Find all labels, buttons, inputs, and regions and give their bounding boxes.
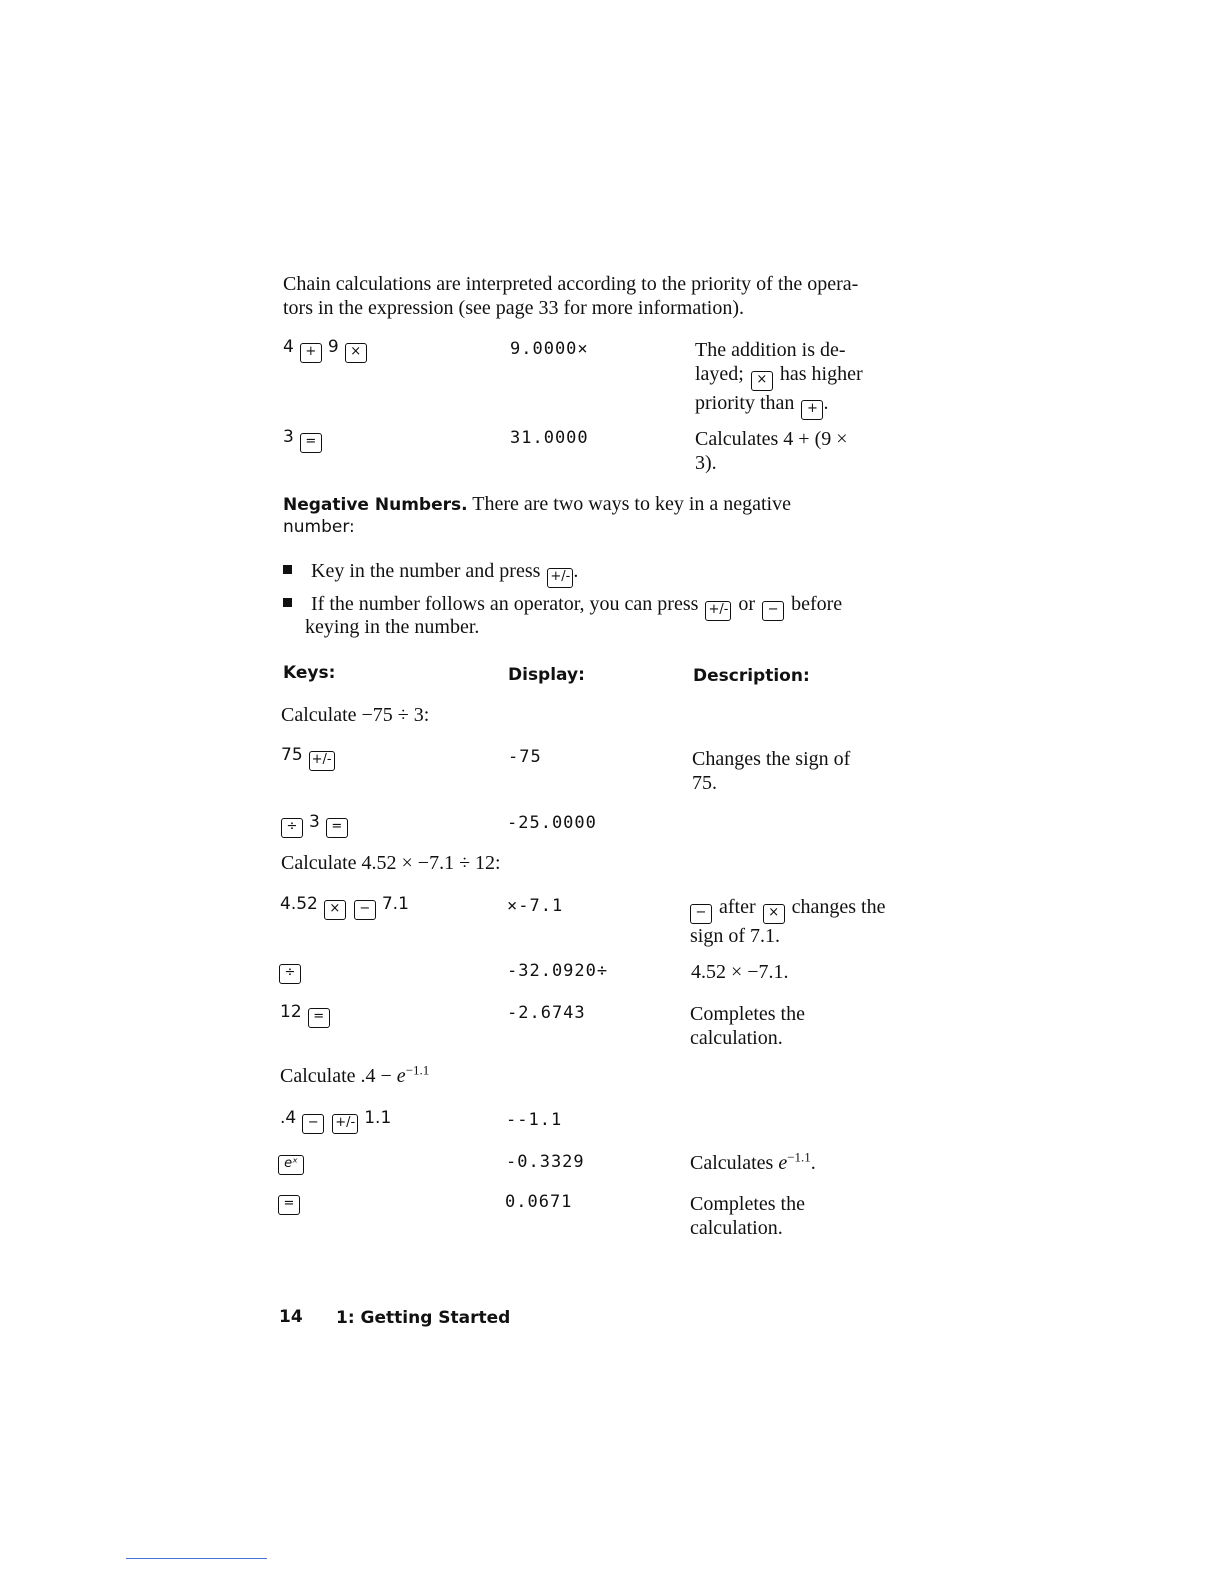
display-value: 31.0000 [510, 428, 589, 448]
example-3-title [280, 1064, 429, 1088]
description-text: after [719, 896, 756, 918]
minus-key: − [762, 601, 784, 621]
description-line [695, 362, 895, 391]
minus-key: − [690, 904, 712, 924]
display-value: -25.0000 [507, 813, 597, 833]
column-header-display: Display: [508, 665, 585, 685]
e-to-x-key: eˣ [278, 1155, 304, 1175]
example-3-row-2-keys [278, 1151, 306, 1175]
description-text: . [823, 392, 829, 414]
example-1-row-1-description [692, 747, 892, 795]
bullet-text: . [573, 560, 579, 582]
example-1-title: Calculate −75 ÷ 3: [281, 704, 430, 726]
section-text: There are two ways to key in a negative [472, 493, 791, 515]
description-line [690, 895, 905, 924]
display-value: 9.0000× [510, 339, 589, 359]
example-3-row-3-description [690, 1192, 890, 1240]
bullet-text: before [791, 593, 843, 615]
minus-key: − [302, 1114, 324, 1134]
example-2-row-2-description: 4.52 × −7.1. [691, 961, 789, 983]
key-digit: 12 [280, 1002, 302, 1022]
description-line: Calculates 4 + (9 × [695, 428, 848, 450]
example-3-row-3-keys [278, 1191, 302, 1215]
change-sign-key: +/- [547, 568, 573, 588]
description-line: Changes the sign of [692, 748, 851, 770]
exponent: −1.1 [787, 1149, 811, 1165]
plus-key: + [300, 343, 322, 363]
display-value: -2.6743 [507, 1003, 586, 1023]
description-text: changes the [791, 896, 886, 918]
negative-numbers-paragraph [283, 492, 791, 517]
multiply-key: × [751, 371, 773, 391]
description-line: Completes the [690, 1193, 805, 1215]
example-3-row-2-description [690, 1151, 816, 1175]
key-digit: 7.1 [381, 894, 409, 914]
section-heading: Negative Numbers. [283, 495, 468, 515]
bottom-rule [126, 1558, 267, 1559]
example-1-row-1-keys [281, 745, 337, 771]
display-value: -75 [508, 747, 542, 767]
chain-row-2-description [695, 427, 895, 475]
column-header-keys: Keys: [283, 663, 336, 683]
key-digit: 3 [283, 427, 294, 447]
multiply-key: × [324, 900, 346, 920]
change-sign-key: +/- [332, 1114, 358, 1134]
section-text-line-2: number: [283, 517, 355, 537]
example-2-row-1-keys [280, 894, 409, 920]
bullet-text: Key in the number and press [311, 560, 541, 582]
bullet-item-1 [283, 559, 578, 588]
description-line: 3). [695, 452, 717, 474]
key-digit: .4 [280, 1108, 297, 1128]
exponent: −1.1 [405, 1062, 430, 1078]
e-symbol: e [396, 1065, 406, 1087]
equals-key: = [300, 433, 322, 453]
description-text: priority than [695, 392, 795, 414]
description-line: 75. [692, 772, 717, 794]
e-symbol: e [778, 1152, 788, 1174]
example-2-row-1-description [690, 895, 905, 948]
description-text: layed; [695, 363, 744, 385]
change-sign-key: +/- [705, 601, 731, 621]
key-digit: 9 [327, 337, 339, 357]
example-1-row-2-keys [279, 812, 350, 838]
chain-row-1-keys [283, 337, 369, 363]
description-line: sign of 7.1. [690, 925, 780, 947]
display-value: -0.3329 [506, 1152, 585, 1172]
multiply-key: × [763, 904, 785, 924]
description-text: . [810, 1152, 816, 1174]
example-2-row-3-keys [280, 1002, 332, 1028]
chain-row-2-keys [283, 427, 324, 453]
bullet-item-2-line-2: keying in the number. [305, 616, 480, 638]
bullet-text: If the number follows an operator, you can press [311, 593, 699, 615]
description-text: Calculates [690, 1152, 774, 1174]
key-digit: 4 [283, 337, 294, 357]
description-line: calculation. [690, 1217, 783, 1239]
page-number: 14 [279, 1307, 303, 1327]
key-digit: 4.52 [280, 894, 318, 914]
example-3-row-1-keys [280, 1108, 391, 1134]
title-text: Calculate .4 − [280, 1065, 392, 1087]
bullet-text: or [738, 593, 756, 615]
bullet-icon [283, 565, 292, 574]
key-digit: 3 [309, 812, 320, 832]
divide-key: ÷ [279, 964, 301, 984]
description-line: The addition is de- [695, 339, 846, 361]
description-text: has higher [779, 363, 863, 385]
description-line [695, 391, 895, 420]
key-digit: 1.1 [364, 1108, 392, 1128]
example-2-title: Calculate 4.52 × −7.1 ÷ 12: [281, 852, 501, 874]
minus-key: − [354, 900, 376, 920]
example-2-row-3-description [690, 1002, 890, 1050]
multiply-key: × [345, 343, 367, 363]
key-digit: 75 [281, 745, 303, 765]
intro-line-2: tors in the expression (see page 33 for more information). [283, 297, 744, 319]
chapter-title: 1: Getting Started [336, 1308, 511, 1328]
display-value: -32.0920÷ [507, 961, 609, 981]
column-header-description: Description: [693, 666, 810, 686]
equals-key: = [308, 1008, 330, 1028]
example-2-row-2-keys [279, 960, 303, 984]
intro-line-1: Chain calculations are interpreted according to the priority of the opera- [283, 273, 859, 295]
description-line: Completes the [690, 1003, 805, 1025]
equals-key: = [326, 818, 348, 838]
chain-row-1-description [695, 338, 895, 420]
display-value: ×-7.1 [507, 896, 564, 916]
display-value: 0.0671 [505, 1192, 573, 1212]
bullet-icon [283, 598, 292, 607]
divide-key: ÷ [281, 818, 303, 838]
plus-key: + [801, 400, 823, 420]
display-value: --1.1 [506, 1110, 563, 1130]
description-line: calculation. [690, 1027, 783, 1049]
change-sign-key: +/- [309, 751, 335, 771]
equals-key: = [278, 1195, 300, 1215]
